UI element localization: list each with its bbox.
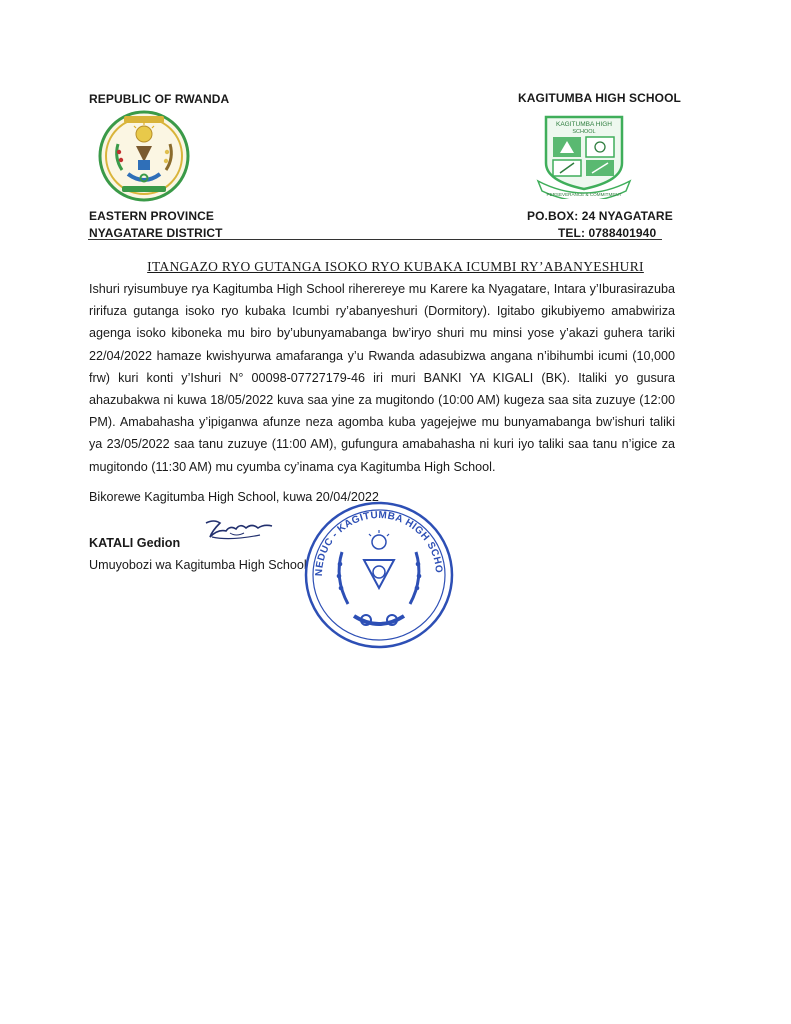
signatory-role: Umuyobozi wa Kagitumba High School xyxy=(89,558,307,572)
notice-body: Ishuri ryisumbuye rya Kagitumba High School riherereye mu Karere ka Nyagatare, Intara y’Iburasirazuba ririfuza gutanga isoko ryo kubaka Icumbi ry’abanyeshuri (Dormitory). Igitabo gikubiyemo amabwiriza agenga isoko kiboneka mu biro by’ubunyamabanga bw’iryo shuri mu minsi yose y’akazi guhera tariki 22/04/2022 hamaze kwishyurwa amafaranga y’u Rwanda adasubizwa angana n’ibihumbi icumi (10,000 frw) kuri konti y’Ishuri N° 00098-07727179-46 iri muri BANKI YA KIGALI (BK). Italiki yo gusura ahazubakwa ni kuwa 18/05/2022 kuva saa yine za mugitondo (10:00 AM) kugeza saa sita zuzuye (12:00 PM). Amabahasha y’ipiganwa afunze neza agomba kuba yagejejwe mu bunyamabanga bw’ishuri taliki ya 23/05/2022 saa tanu zuzuye (11:00 AM), gufungura amabahasha ni kuri iyo taliki saa tanu n’igice za mugitondo (11:30 AM) mu cyumba cy’inama cya Kagitumba High School. xyxy=(89,282,675,474)
closing-line: Bikorewe Kagitumba High School, kuwa 20/04/2022 xyxy=(89,490,379,504)
official-stamp-icon xyxy=(302,500,456,650)
notice-title: ITANGAZO RYO GUTANGA ISOKO RYO KUBAKA ICUMBI RY’ABANYESHURI xyxy=(147,259,644,274)
school-logo-icon xyxy=(536,113,632,199)
header-divider xyxy=(88,239,662,240)
signature-icon xyxy=(200,517,276,543)
school-heading: KAGITUMBA HIGH SCHOOL xyxy=(518,91,681,105)
po-box-label: PO.BOX: 24 NYAGATARE xyxy=(527,209,673,223)
rwanda-emblem-icon xyxy=(92,106,196,206)
district-label: NYAGATARE DISTRICT xyxy=(89,226,223,240)
telephone-label: TEL: 0788401940 xyxy=(558,226,657,240)
logo-top-text: KAGITUMBA HIGH xyxy=(556,121,612,128)
logo-sub-text: SCHOOL xyxy=(572,129,596,135)
stamp-ring-text: NEDUC - KAGITUMBA HIGH SCHO xyxy=(313,509,445,577)
province-label: EASTERN PROVINCE xyxy=(89,209,214,223)
country-heading: REPUBLIC OF RWANDA xyxy=(89,92,230,106)
signatory-name: KATALI Gedion xyxy=(89,536,181,550)
logo-motto-text: PERSEVERANCE & COMMITMENT xyxy=(546,192,622,197)
